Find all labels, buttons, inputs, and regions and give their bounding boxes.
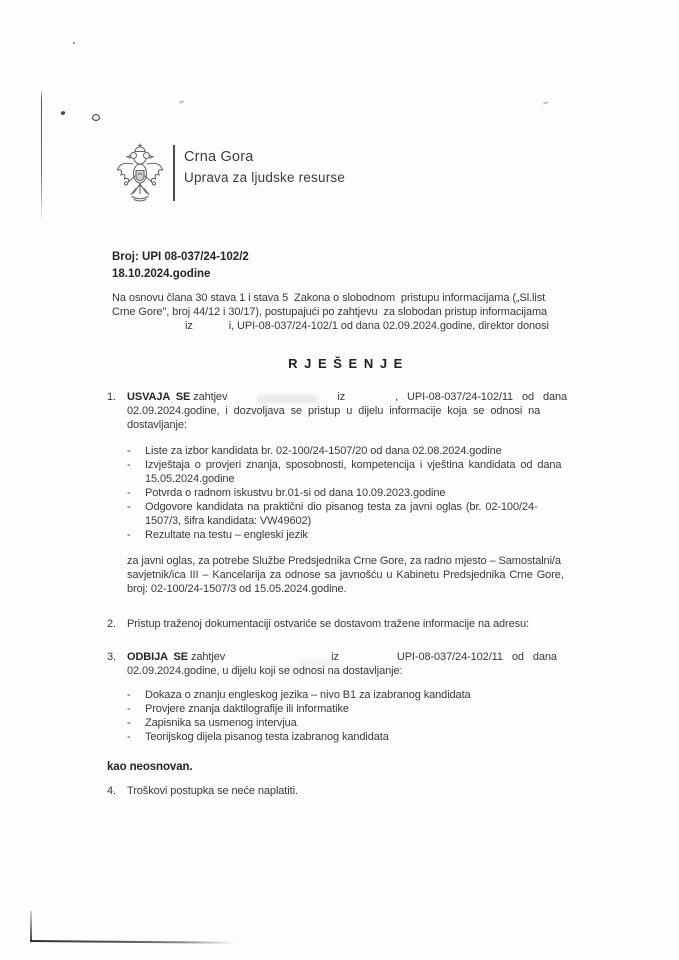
- item-1-line-3: dostavljanje:: [127, 419, 187, 431]
- item-1-number: 1.: [107, 391, 116, 403]
- verdict-usvaja-se: USVAJA SE: [127, 391, 191, 403]
- list-item: [127, 486, 561, 500]
- redaction-gap: [339, 658, 397, 660]
- item-3-from-word: iz: [331, 651, 339, 663]
- oglas-line-2: savjetnik/ica III – Kancelarija za odnose sa javnošću u Kabinetu Predsjednika Crne Gore,: [127, 569, 564, 581]
- verdict-odbija-se: ODBIJA SE: [127, 651, 188, 663]
- decision-item-2: [107, 617, 529, 631]
- oglas-line-1: za javni oglas, za potrebe Službe Predsjednika Crne Gore, za radno mjesto – Samostalni/a: [127, 555, 561, 567]
- org-country: Crna Gora: [184, 149, 254, 165]
- list-item-text: Teorijskog dijela pisanog testa izabranog kandidata: [145, 731, 389, 743]
- dash-marker: -: [127, 717, 131, 729]
- scan-artifact-corner-line: [30, 911, 32, 942]
- dash-marker: -: [127, 703, 131, 715]
- item-1-line-2: 02.09.2024.godine, i dozvoljava se pristup u dijelu informacije koja se odnosi na: [127, 405, 541, 417]
- list-item: [127, 688, 471, 702]
- decision-item-3: [107, 650, 557, 678]
- list-item-text: Dokaza o znanju engleskog jezika – nivo B1 za izabranog kandidata: [145, 689, 471, 701]
- list-item-text: Provjere znanja daktilografije ili informatike: [145, 703, 349, 715]
- redaction-gap: [345, 398, 395, 400]
- letterhead-divider: [173, 145, 175, 201]
- item-1-body: [127, 390, 567, 432]
- dash-marker: -: [127, 459, 131, 471]
- list-item-text: Liste za izbor kandidata br. 02-100/24-1507/20 od dana 02.08.2024.godine: [145, 445, 502, 457]
- montenegro-coat-of-arms-icon: [113, 142, 167, 206]
- intro-line-3: [185, 319, 582, 333]
- item-3-line-1-rest: UPI-08-037/24-102/11 od dana: [396, 651, 557, 663]
- item-2-text: Pristup traženoj dokumentaciji ostvariće se dostavom tražene informacije na adresu:: [127, 618, 529, 630]
- list-item: [127, 702, 471, 716]
- list-item: [127, 716, 471, 730]
- approved-documents-list: [127, 444, 561, 542]
- list-item-text: 15.05.2024.godine: [145, 473, 235, 485]
- scan-artifact-speck: [92, 114, 100, 121]
- org-name: Uprava za ljudske resurse: [184, 170, 346, 185]
- scan-artifact-speck: [73, 42, 75, 44]
- redaction-gap: [225, 658, 331, 660]
- scan-artifact-speck: [60, 110, 65, 115]
- list-item-text: 1507/3, šifra kandidata: VW49602): [145, 515, 312, 527]
- decision-item-1: [107, 390, 567, 432]
- list-item: [127, 730, 471, 744]
- item-1-from-word: iz: [337, 391, 346, 403]
- list-item: [127, 500, 561, 528]
- letterhead: [113, 142, 345, 206]
- closing-neosnovan: kao neosnovan.: [107, 761, 193, 773]
- list-item: [127, 444, 561, 458]
- document-date: 18.10.2024.godine: [112, 268, 211, 280]
- item-1-line-1: [127, 390, 567, 404]
- scan-artifact-bottom-line: [30, 940, 235, 944]
- oglas-paragraph: [127, 554, 564, 596]
- decision-item-4: [107, 784, 298, 798]
- letterhead-text: [184, 142, 345, 188]
- list-item: [127, 528, 561, 542]
- item-1-line-1-rest: , UPI-08-037/24-102/11 od dana: [395, 391, 568, 403]
- redaction-gap: [227, 398, 337, 400]
- item-3-body: [127, 650, 557, 678]
- scan-artifact-speck: [179, 100, 184, 103]
- list-item-text: Potvrda o radnom iskustvu br.01-si od dana 10.09.2023.godine: [145, 487, 446, 499]
- item-4-number: 4.: [107, 785, 116, 797]
- item-3-line-2: 02.09.2024.godine, u dijelu koji se odnosi na dostavljanje:: [127, 665, 403, 677]
- document-meta: [112, 249, 249, 283]
- item-3-line-1: [127, 650, 557, 664]
- scan-artifact-speck: [543, 101, 548, 104]
- scan-artifact-vertical-line: [41, 88, 42, 224]
- dash-marker: -: [127, 445, 131, 457]
- intro-line-1: Na osnovu člana 30 stava 1 i stava 5 Zakona o slobodnom pristupu informacijama („Sl.list: [112, 292, 546, 304]
- list-item-text: Izvještaja o provjeri znanja, sposobnosti, kompetencija i vještina kandidata od dana: [145, 459, 562, 471]
- list-item-text: Zapisnika sa usmenog intervjua: [145, 717, 297, 729]
- oglas-line-3: broj: 02-100/24-1507/3 od 15.05.2024.godine.: [127, 583, 347, 595]
- dash-marker: -: [127, 689, 131, 701]
- intro-line-3-rest: i, UPI-08-037/24-102/1 od dana 02.09.2024.godine, direktor donosi: [228, 320, 549, 332]
- refused-documents-list: [127, 688, 471, 744]
- list-item: [127, 458, 561, 486]
- dash-marker: -: [127, 487, 131, 499]
- dash-marker: -: [127, 731, 131, 743]
- redaction-gap: [193, 327, 229, 329]
- dash-marker: -: [127, 529, 131, 541]
- intro-line-2: Crne Gore", broj 44/12 i 30/17), postupajući po zahtjevu za slobodan pristup informacijama: [112, 306, 548, 318]
- decision-title: R J E Š E N J E: [288, 356, 404, 371]
- list-item-text: Odgovore kandidata na praktični dio pisanog testa za javni oglas (br. 02-100/24-: [145, 501, 538, 513]
- item-1-word: zahtjev: [190, 391, 228, 403]
- dash-marker: -: [127, 501, 131, 513]
- list-item-text: Rezultate na testu – engleski jezik: [145, 529, 308, 541]
- intro-paragraph: [112, 291, 582, 333]
- item-3-number: 3.: [107, 651, 116, 663]
- document-number: Broj: UPI 08-037/24-102/2: [112, 251, 249, 263]
- item-2-number: 2.: [107, 618, 116, 630]
- item-4-text: Troškovi postupka se neće naplatiti.: [127, 785, 298, 797]
- intro-from-word: iz: [185, 320, 193, 332]
- item-3-word: zahtjev: [187, 651, 226, 663]
